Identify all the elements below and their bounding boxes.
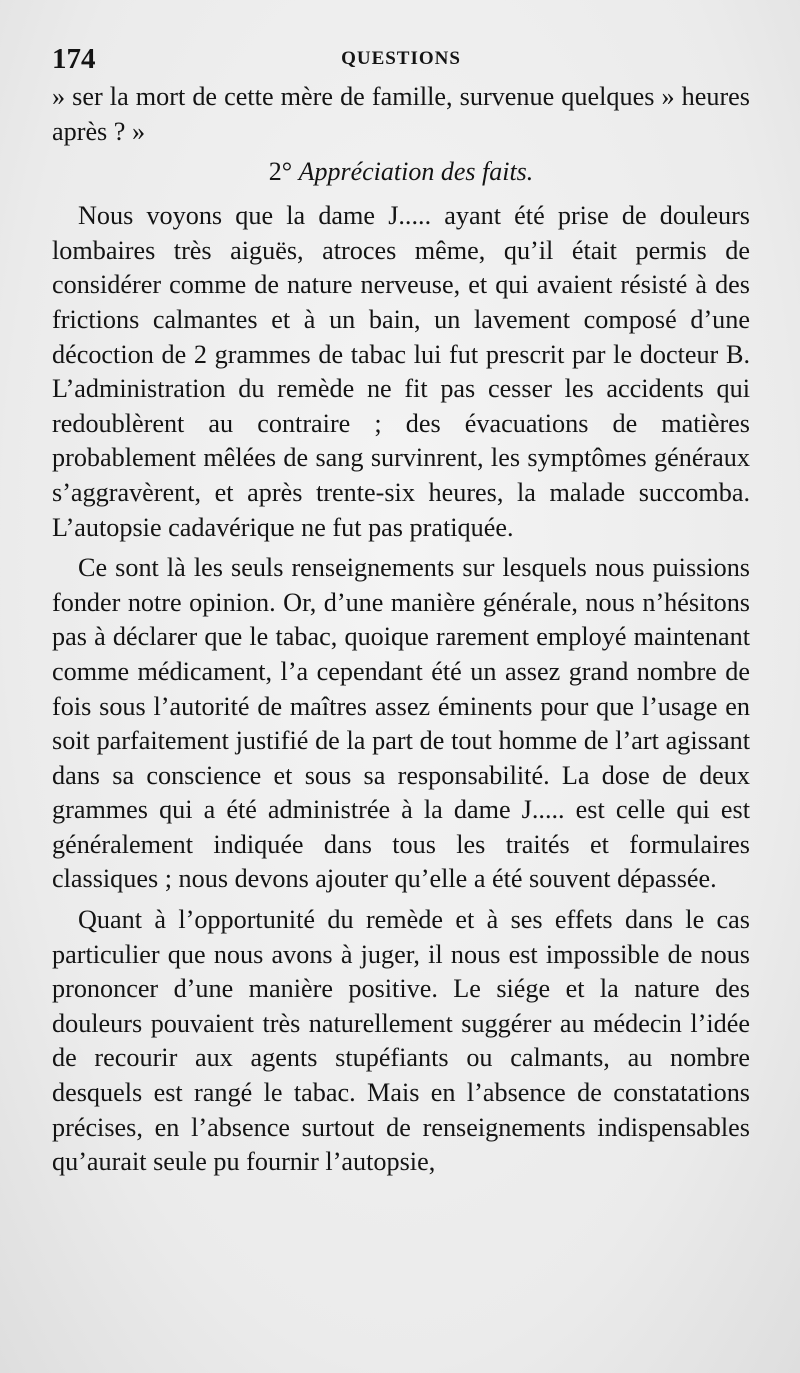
section-number: 2° — [268, 157, 293, 187]
paragraph-opportunity: Quant à l’opportunité du remède et à ses effets dans le cas particulier que nous avons à juger, il nous est impossible de nous prononcer d’une manière positive. Le siége et la nature des douleurs pouvaient très naturellement suggérer au médecin l’idée de recourir aux agents stupéfiants ou calmants, au nombre desquels est rangé le tabac. Mais en l’absence de constatations précises, en l’absence surtout de renseignements indispensables qu’aurait seule pu fournir l’autopsie, — [52, 905, 750, 1177]
section-title: Appréciation des faits. — [298, 157, 534, 187]
running-title: QUESTIONS — [341, 48, 461, 69]
page-number: 174 — [52, 43, 96, 75]
paragraph-facts: Nous voyons que la dame J..... ayant été prise de douleurs lombaires très aiguës, atroces même, qu’il était permis de considérer comme de nature nerveuse, et qui avaient résisté à des frictions calmantes et à un bain, un lavement composé d’une décoction de 2 grammes de tabac lui fut prescrit par le docteur B. L’administration du remède ne fit pas cesser les accidents qui redoublèrent au contraire ; des évacuations de matières probablement mêlées de sang survinrent, les symptômes généraux s’aggravèrent, et après trente-six heures, la malade succomba. L’autopsie cadavérique ne fut pas pratiquée. — [52, 201, 750, 542]
paragraph-opinion: Ce sont là les seuls renseignements sur lesquels nous puissions fonder notre opinion. Or, d’une manière générale, nous n’hésitons pas à déclarer que le tabac, quoique rarement employé maintenant comme médicament, l’a cependant été un assez grand nombre de fois sous l’autorité de maîtres assez éminents pour que l’usage en soit parfaitement justifié de la part de tout homme de l’art agissant dans sa conscience et sous sa responsabilité. La dose de deux grammes qui a été administrée à la dame J..... est celle qui est généralement indiquée dans tous les traités et formulaires classiques ; nous devons ajouter qu’elle a été souvent dépassée. — [52, 553, 750, 894]
opening-quote: » ser la mort de cette mère de famille, survenue quelques » heures après ? » — [52, 82, 750, 146]
running-head — [52, 42, 750, 76]
section-heading — [52, 155, 750, 189]
